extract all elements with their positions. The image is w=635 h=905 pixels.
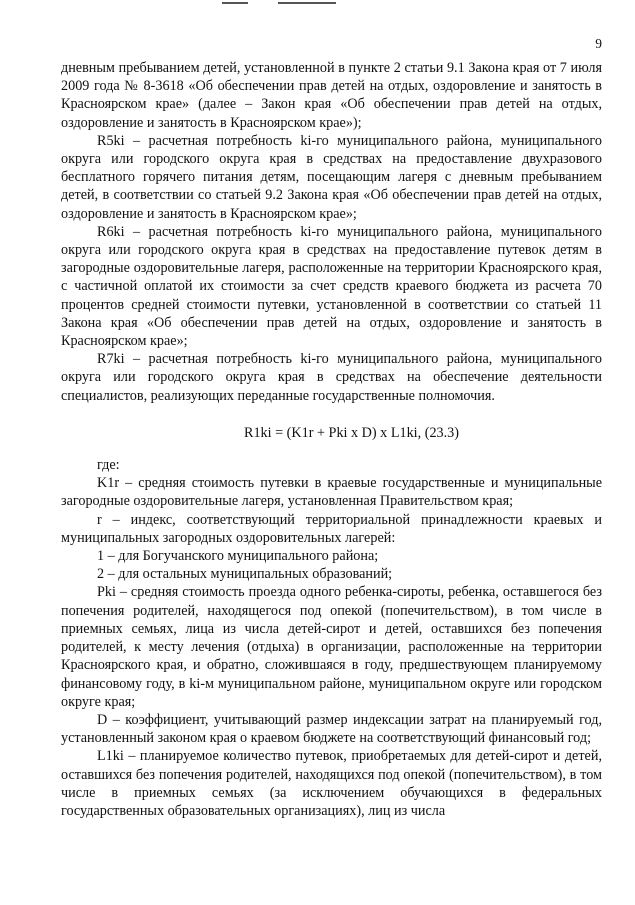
top-edge-mark	[222, 2, 248, 4]
definition-r-2: 2 – для остальных муниципальных образований;	[97, 566, 393, 583]
paragraph-r5ki: R5ki – расчетная потребность ki-го муниципального района, муниципального округа или городского округа края в средствах на предоставление двухразового бесплатного горячего питания детям, посещающим лагеря с дневным пребыванием детей, в соответствии со статьей 9.2 Закона края «Об обеспечении прав детей на отдых, оздоровление и занятость в Красноярском крае»;	[61, 132, 602, 222]
paragraph-continuation: дневным пребыванием детей, установленной в пункте 2 статьи 9.1 Закона края от 7 июля 2009 года № 8-3618 «Об обеспечении прав детей на отдых, оздоровление и занятость в Красноярском крае» (далее – Закон края «Об обеспечении прав детей на отдых, оздоровление и занятость в Красноярском крае»);	[61, 60, 602, 131]
definition-pki: Pki – средняя стоимость проезда одного ребенка-сироты, ребенка, оставшегося без попечения родителей, находящегося под опекой (попечительством), в том числе в приемных семьях, лица из числа детей-сирот и детей, оставшихся без попечения родителей, к месту лечения (отдыха) в организации, расположенные на территории Красноярского края, и обратно, сложившаяся в году, предшествующем планируемому финансовому году, в ki-м муниципальном районе, муниципальном округе или городском округе края;	[61, 584, 602, 710]
page-number: 9	[595, 36, 602, 51]
definition-k1r: K1r – средняя стоимость путевки в краевые государственные и муниципальные загородные оздоровительные лагеря, установленная Правительством края;	[61, 475, 602, 510]
definition-r-index: r – индекс, соответствующий территориальной принадлежности краевых и муниципальных загородных оздоровительных лагерей:	[61, 511, 602, 546]
paragraph-r7ki: R7ki – расчетная потребность ki-го муниципального района, муниципального округа или городского округа края в средствах на обеспечение деятельности специалистов, реализующих переданные государственные полномочия.	[61, 351, 602, 404]
definition-d: D – коэффициент, учитывающий размер индексации затрат на планируемый год, установленный законом края о краевом бюджете на соответствующий финансовый год;	[61, 711, 602, 747]
definition-l1ki: L1ki – планируемое количество путевок, приобретаемых для детей-сирот и детей, оставшихся без попечения родителей, находящихся под опекой (попечительством), в том числе в приемных семьях (за исключением обучающихся в федеральных государственных образовательных организациях), лиц из числа	[61, 748, 602, 819]
definition-r-1: 1 – для Богучанского муниципального района;	[97, 548, 379, 565]
paragraph-r6ki: R6ki – расчетная потребность ki-го муниципального района, муниципального округа или городского округа края в средствах на предоставление путевок детям в загородные оздоровительные лагеря, расположенные на территории Красноярского края, с частичной оплатой их стоимости за счет средств краевого бюджета из расчета 70 процентов средней стоимости путевки, установленной в соответствии со статьей 11 Закона края «Об обеспечении прав детей на отдых, оздоровление и занятость в Красноярском крае»;	[61, 223, 602, 350]
definitions-intro: где:	[97, 457, 120, 474]
formula-23-3: R1ki = (K1r + Pki x D) x L1ki, (23.3)	[243, 424, 459, 441]
document-body	[61, 59, 602, 820]
top-edge-mark	[278, 2, 336, 4]
